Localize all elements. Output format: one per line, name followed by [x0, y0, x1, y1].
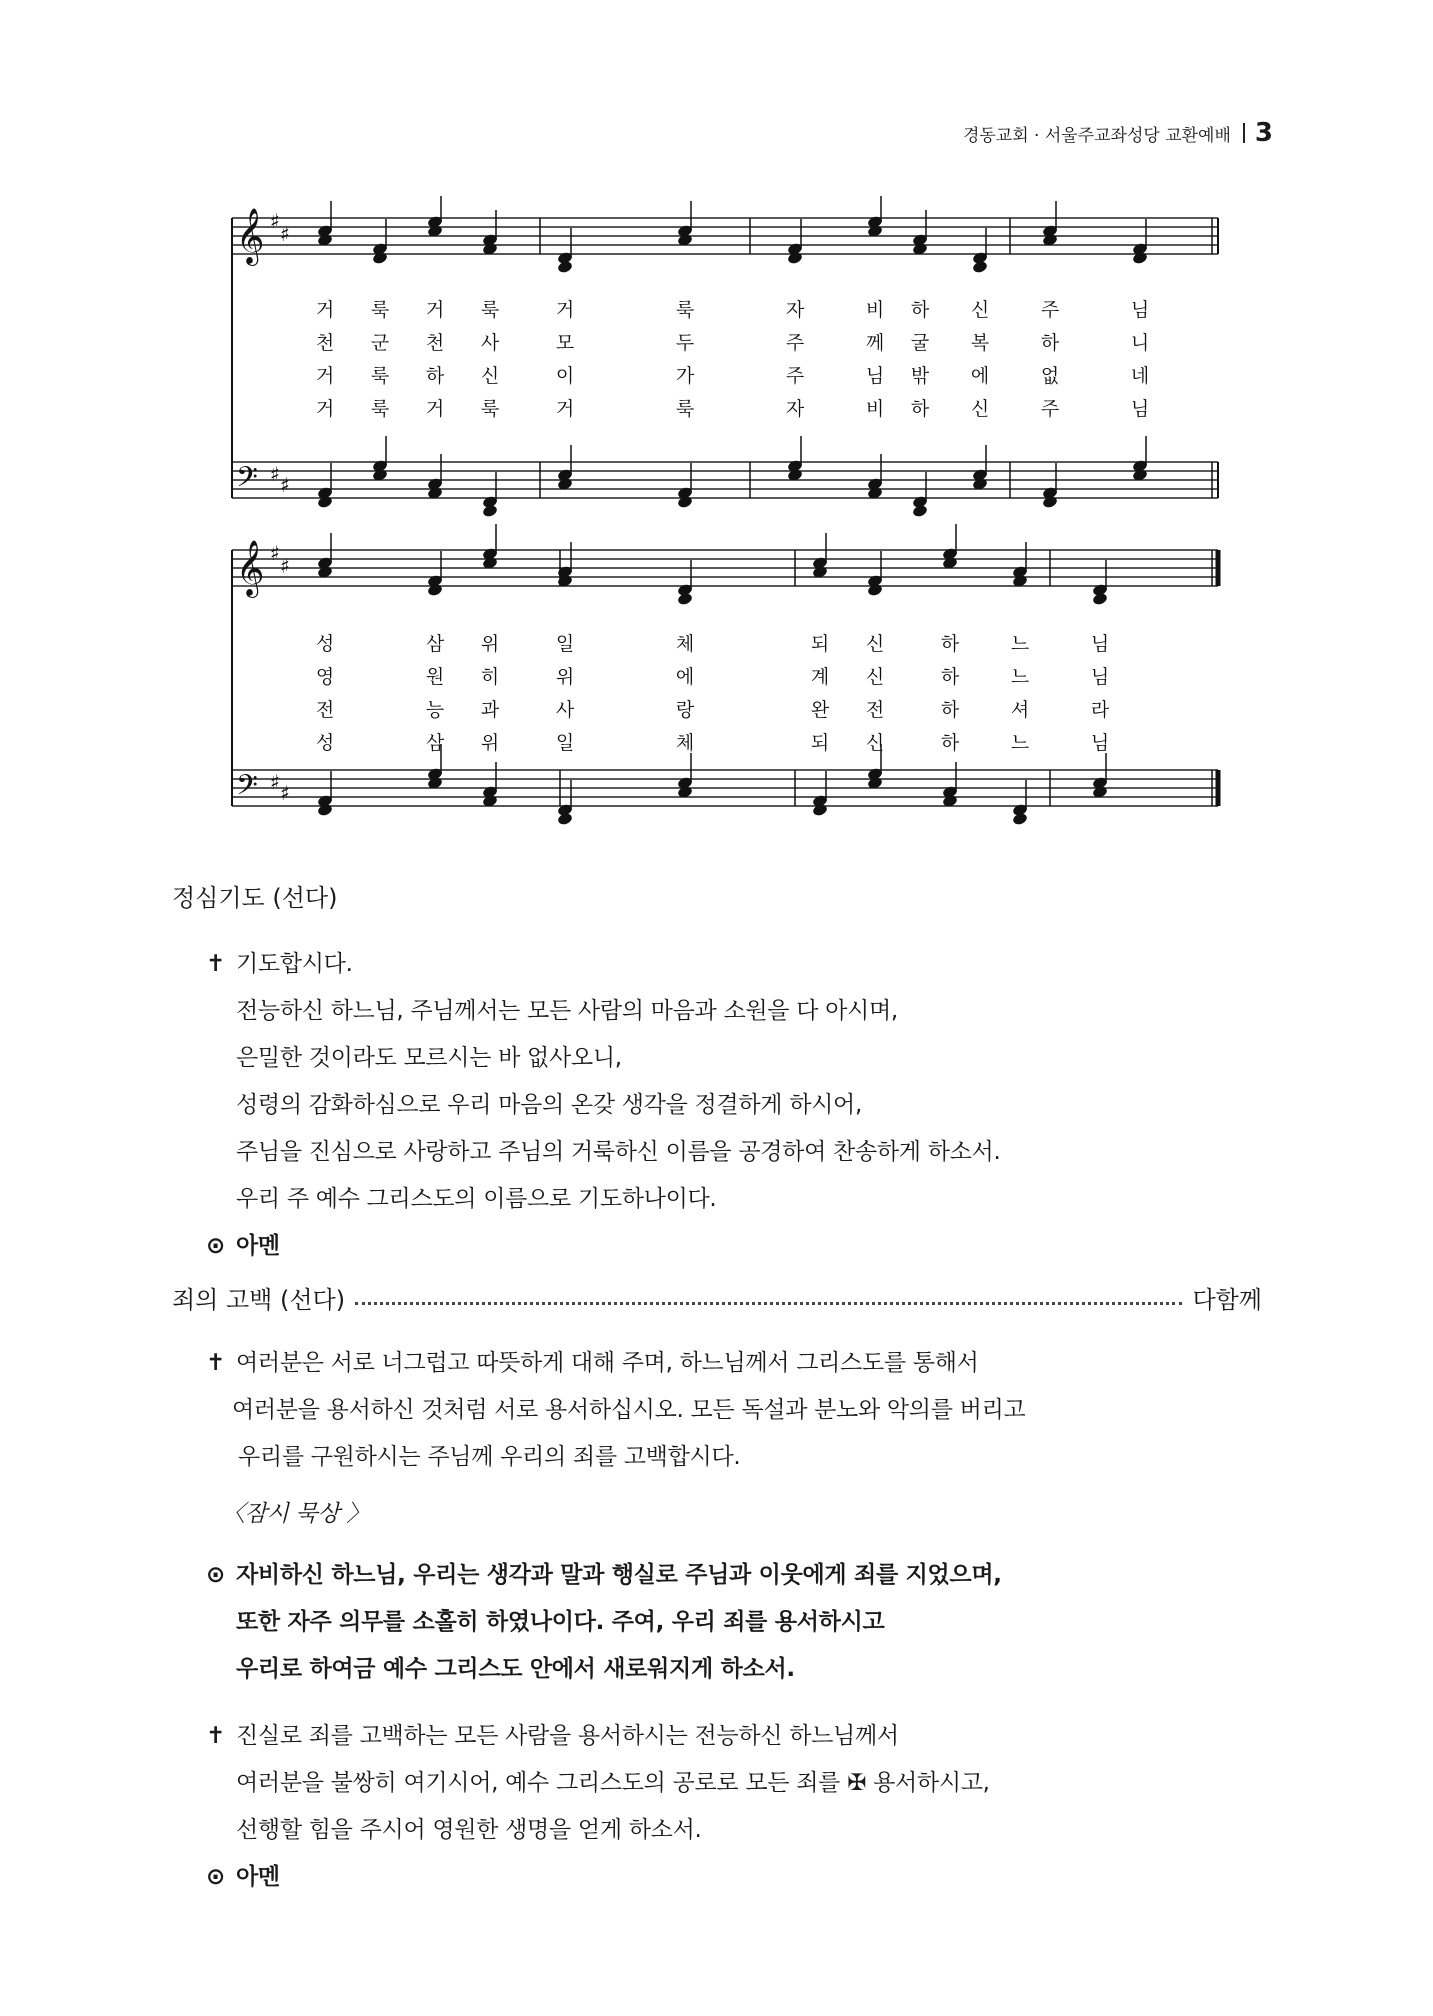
bass-clef-icon: 𝄢: [236, 769, 258, 809]
lyric-syllable: 없: [1040, 365, 1060, 387]
lyric-syllable: 느: [1010, 666, 1030, 688]
absolution-line-3: 선행할 힘을 주시어 영원한 생명을 얻게 하소서.: [236, 1817, 702, 1843]
prayer-line-6: 우리 주 예수 그리스도의 이름으로 기도하나이다.: [236, 1186, 717, 1212]
lyric-syllable: 완: [810, 699, 830, 721]
note-head: [972, 260, 989, 274]
lyric-syllable: 모: [555, 332, 575, 354]
lyric-syllable: 자: [785, 299, 805, 321]
note-head: [557, 812, 574, 826]
lyric-syllable: 되: [810, 633, 830, 655]
lyric-syllable: 랑: [675, 699, 695, 721]
lyric-syllable: 하: [940, 666, 960, 688]
confession-participants: 다함께: [1192, 1286, 1262, 1314]
page-header: [963, 118, 1273, 148]
lyric-syllable: 라: [1090, 699, 1110, 721]
lyric-syllable: 주: [1040, 299, 1060, 321]
lyric-syllable: 셔: [1010, 699, 1030, 721]
lyric-syllable: 하: [940, 699, 960, 721]
lyric-syllable: 거: [425, 398, 445, 420]
lyric-syllable: 일: [555, 633, 575, 655]
header-divider: [1243, 123, 1245, 143]
lyric-syllable: 사: [480, 332, 500, 354]
prayer-line-5: 주님을 진심으로 사랑하고 주님의 거룩하신 이름을 공경하여 찬송하게 하소서.: [236, 1139, 1001, 1165]
lyric-syllable: 에: [675, 666, 695, 688]
lyric-syllable: 룩: [675, 398, 695, 420]
lyric-syllable: 거: [315, 398, 335, 420]
note-head: [317, 803, 334, 817]
lyric-syllable: 신: [970, 299, 990, 321]
lyric-syllable: 님: [1090, 666, 1110, 688]
confession-prayer-3: 우리로 하여금 예수 그리스도 안에서 새로워지게 하소서.: [236, 1656, 795, 1682]
lyric-syllable: 에: [970, 365, 990, 387]
lyric-syllable: 느: [1010, 732, 1030, 754]
note-head: [1132, 251, 1149, 265]
lyric-syllable: 신: [865, 633, 885, 655]
lyric-syllable: 체: [675, 732, 695, 754]
confession-prayer-1: ⊙ 자비하신 하느님, 우리는 생각과 말과 행실로 주님과 이웃에게 죄를 지었으며,: [206, 1562, 1002, 1588]
absolution-line-2: 여러분을 불쌍히 여기시어, 예수 그리스도의 공로로 모든 죄를 ✠ 용서하시고,: [236, 1770, 990, 1796]
treble-clef-icon: 𝄞: [236, 208, 265, 264]
key-sharp-icon: ♯: [280, 554, 290, 578]
dotted-leader: [355, 1302, 1182, 1305]
lyric-syllable: 룩: [370, 299, 390, 321]
confession-prayer-2: 또한 자주 의무를 소홀히 하였나이다. 주여, 우리 죄를 용서하시고: [236, 1609, 885, 1635]
lyric-syllable: 계: [810, 666, 830, 688]
note-head: [1042, 495, 1059, 509]
lyric-syllable: 비: [865, 299, 885, 321]
blessing-cross-icon: ✠: [847, 1770, 867, 1796]
key-sharp-icon: ♯: [280, 222, 290, 246]
lyric-syllable: 룩: [370, 365, 390, 387]
lyric-syllable: 비: [865, 398, 885, 420]
section-title-prayer: 정심기도 (선다): [172, 884, 338, 912]
lyric-syllable: 신: [865, 732, 885, 754]
key-sharp-icon: ♯: [270, 770, 280, 794]
treble-clef-icon: 𝄞: [236, 540, 265, 596]
lyric-syllable: 성: [315, 732, 335, 754]
note-head: [557, 260, 574, 274]
lyric-syllable: 거: [425, 299, 445, 321]
lyric-syllable: 거: [315, 299, 335, 321]
priest-cross-icon: ✝: [206, 1723, 225, 1749]
lyric-syllable: 과: [480, 699, 500, 721]
lyric-syllable: 사: [555, 699, 575, 721]
confession-invite-2: 여러분을 용서하신 것처럼 서로 용서하십시오. 모든 독설과 분노와 악의를 버리고: [232, 1397, 1026, 1423]
absolution-line-1: ✝ 진실로 죄를 고백하는 모든 사람을 용서하시는 전능하신 하느님께서: [206, 1723, 899, 1749]
lyric-syllable: 님: [865, 365, 885, 387]
key-sharp-icon: ♯: [270, 462, 280, 486]
lyric-syllable: 천: [315, 332, 335, 354]
lyric-syllable: 굴: [910, 332, 930, 354]
lyric-syllable: 룩: [675, 299, 695, 321]
prayer-line-4: 성령의 감화하심으로 우리 마음의 온갖 생각을 정결하게 하시어,: [236, 1092, 862, 1118]
lyric-syllable: 복: [970, 332, 990, 354]
lyric-syllable: 하: [940, 633, 960, 655]
prayer-line-3: 은밀한 것이라도 모르시는 바 없사오니,: [236, 1045, 622, 1071]
lyric-syllable: 룩: [480, 398, 500, 420]
lyric-syllable: 거: [315, 365, 335, 387]
lyric-syllable: 거: [555, 299, 575, 321]
lyric-syllable: 주: [785, 332, 805, 354]
prayer-amen: ⊙ 아멘: [206, 1233, 280, 1259]
silence-note: 〈잠시 묵상 〉: [222, 1501, 370, 1527]
key-sharp-icon: ♯: [280, 781, 290, 805]
note-head: [677, 495, 694, 509]
people-circle-icon: ⊙: [206, 1233, 225, 1259]
note-head: [427, 583, 444, 597]
lyric-syllable: 신: [480, 365, 500, 387]
priest-cross-icon: ✝: [206, 1350, 225, 1376]
lyric-syllable: 능: [425, 699, 445, 721]
note-head: [812, 803, 829, 817]
hymn-system-2: [232, 524, 1218, 826]
note-head: [317, 495, 334, 509]
key-sharp-icon: ♯: [270, 541, 280, 565]
note-head: [482, 504, 499, 518]
lyric-syllable: 삼: [425, 633, 445, 655]
lyric-syllable: 이: [555, 365, 575, 387]
lyric-syllable: 영: [315, 666, 335, 688]
hymn-score: [220, 196, 1240, 856]
note-head: [867, 583, 884, 597]
lyric-syllable: 위: [480, 633, 500, 655]
lyric-syllable: 주: [1040, 398, 1060, 420]
lyric-syllable: 두: [675, 332, 695, 354]
priest-cross-icon: ✝: [206, 951, 225, 977]
note-head: [677, 592, 694, 606]
lyric-syllable: 하: [910, 299, 930, 321]
lyric-syllable: 신: [970, 398, 990, 420]
bass-clef-icon: 𝄢: [236, 461, 258, 501]
lyric-syllable: 신: [865, 666, 885, 688]
lyric-syllable: 가: [675, 365, 695, 387]
prayer-line-1: ✝ 기도합시다.: [206, 951, 353, 977]
confession-invite-1: ✝ 여러분은 서로 너그럽고 따뜻하게 대해 주며, 하느님께서 그리스도를 통해서: [206, 1350, 979, 1376]
note-head: [787, 251, 804, 265]
section-title-confession: [172, 1280, 1262, 1315]
header-title: 경동교회 · 서울주교좌성당 교환예배: [962, 125, 1231, 146]
lyric-syllable: 님: [1130, 398, 1150, 420]
lyric-syllable: 성: [315, 633, 335, 655]
lyric-syllable: 전: [315, 699, 335, 721]
lyric-syllable: 께: [865, 332, 885, 354]
lyric-syllable: 원: [425, 666, 445, 688]
lyric-syllable: 거: [555, 398, 575, 420]
prayer-line-2: 전능하신 하느님, 주님께서는 모든 사람의 마음과 소원을 다 아시며,: [236, 998, 898, 1024]
lyric-syllable: 삼: [425, 732, 445, 754]
lyric-syllable: 느: [1010, 633, 1030, 655]
lyric-syllable: 룩: [480, 299, 500, 321]
note-head: [1012, 812, 1029, 826]
lyric-syllable: 위: [480, 732, 500, 754]
hymn-system-1: [232, 196, 1218, 518]
people-circle-icon: ⊙: [206, 1562, 225, 1588]
note-head: [372, 251, 389, 265]
lyric-syllable: 님: [1090, 732, 1110, 754]
key-sharp-icon: ♯: [270, 209, 280, 233]
lyric-syllable: 하: [1040, 332, 1060, 354]
lyric-syllable: 일: [555, 732, 575, 754]
lyric-syllable: 위: [555, 666, 575, 688]
lyric-syllable: 니: [1130, 332, 1150, 354]
lyric-syllable: 님: [1090, 633, 1110, 655]
page-number: 3: [1254, 118, 1273, 148]
note-head: [1092, 592, 1109, 606]
note-head: [912, 504, 929, 518]
confession-invite-3: 우리를 구원하시는 주님께 우리의 죄를 고백합시다.: [238, 1444, 741, 1470]
people-circle-icon: ⊙: [206, 1864, 225, 1890]
lyric-syllable: 룩: [370, 398, 390, 420]
lyric-syllable: 밖: [910, 365, 930, 387]
lyric-syllable: 전: [865, 699, 885, 721]
absolution-amen: ⊙ 아멘: [206, 1864, 280, 1890]
lyric-syllable: 체: [675, 633, 695, 655]
key-sharp-icon: ♯: [280, 473, 290, 497]
lyric-syllable: 히: [480, 666, 500, 688]
lyric-syllable: 하: [425, 365, 445, 387]
lyric-syllable: 하: [910, 398, 930, 420]
lyric-syllable: 네: [1130, 365, 1150, 387]
lyric-syllable: 하: [940, 732, 960, 754]
lyric-syllable: 주: [785, 365, 805, 387]
confession-title: 죄의 고백 (선다): [172, 1286, 346, 1314]
lyric-syllable: 님: [1130, 299, 1150, 321]
lyric-syllable: 되: [810, 732, 830, 754]
lyric-syllable: 천: [425, 332, 445, 354]
lyric-syllable: 자: [785, 398, 805, 420]
lyric-syllable: 군: [370, 332, 390, 354]
